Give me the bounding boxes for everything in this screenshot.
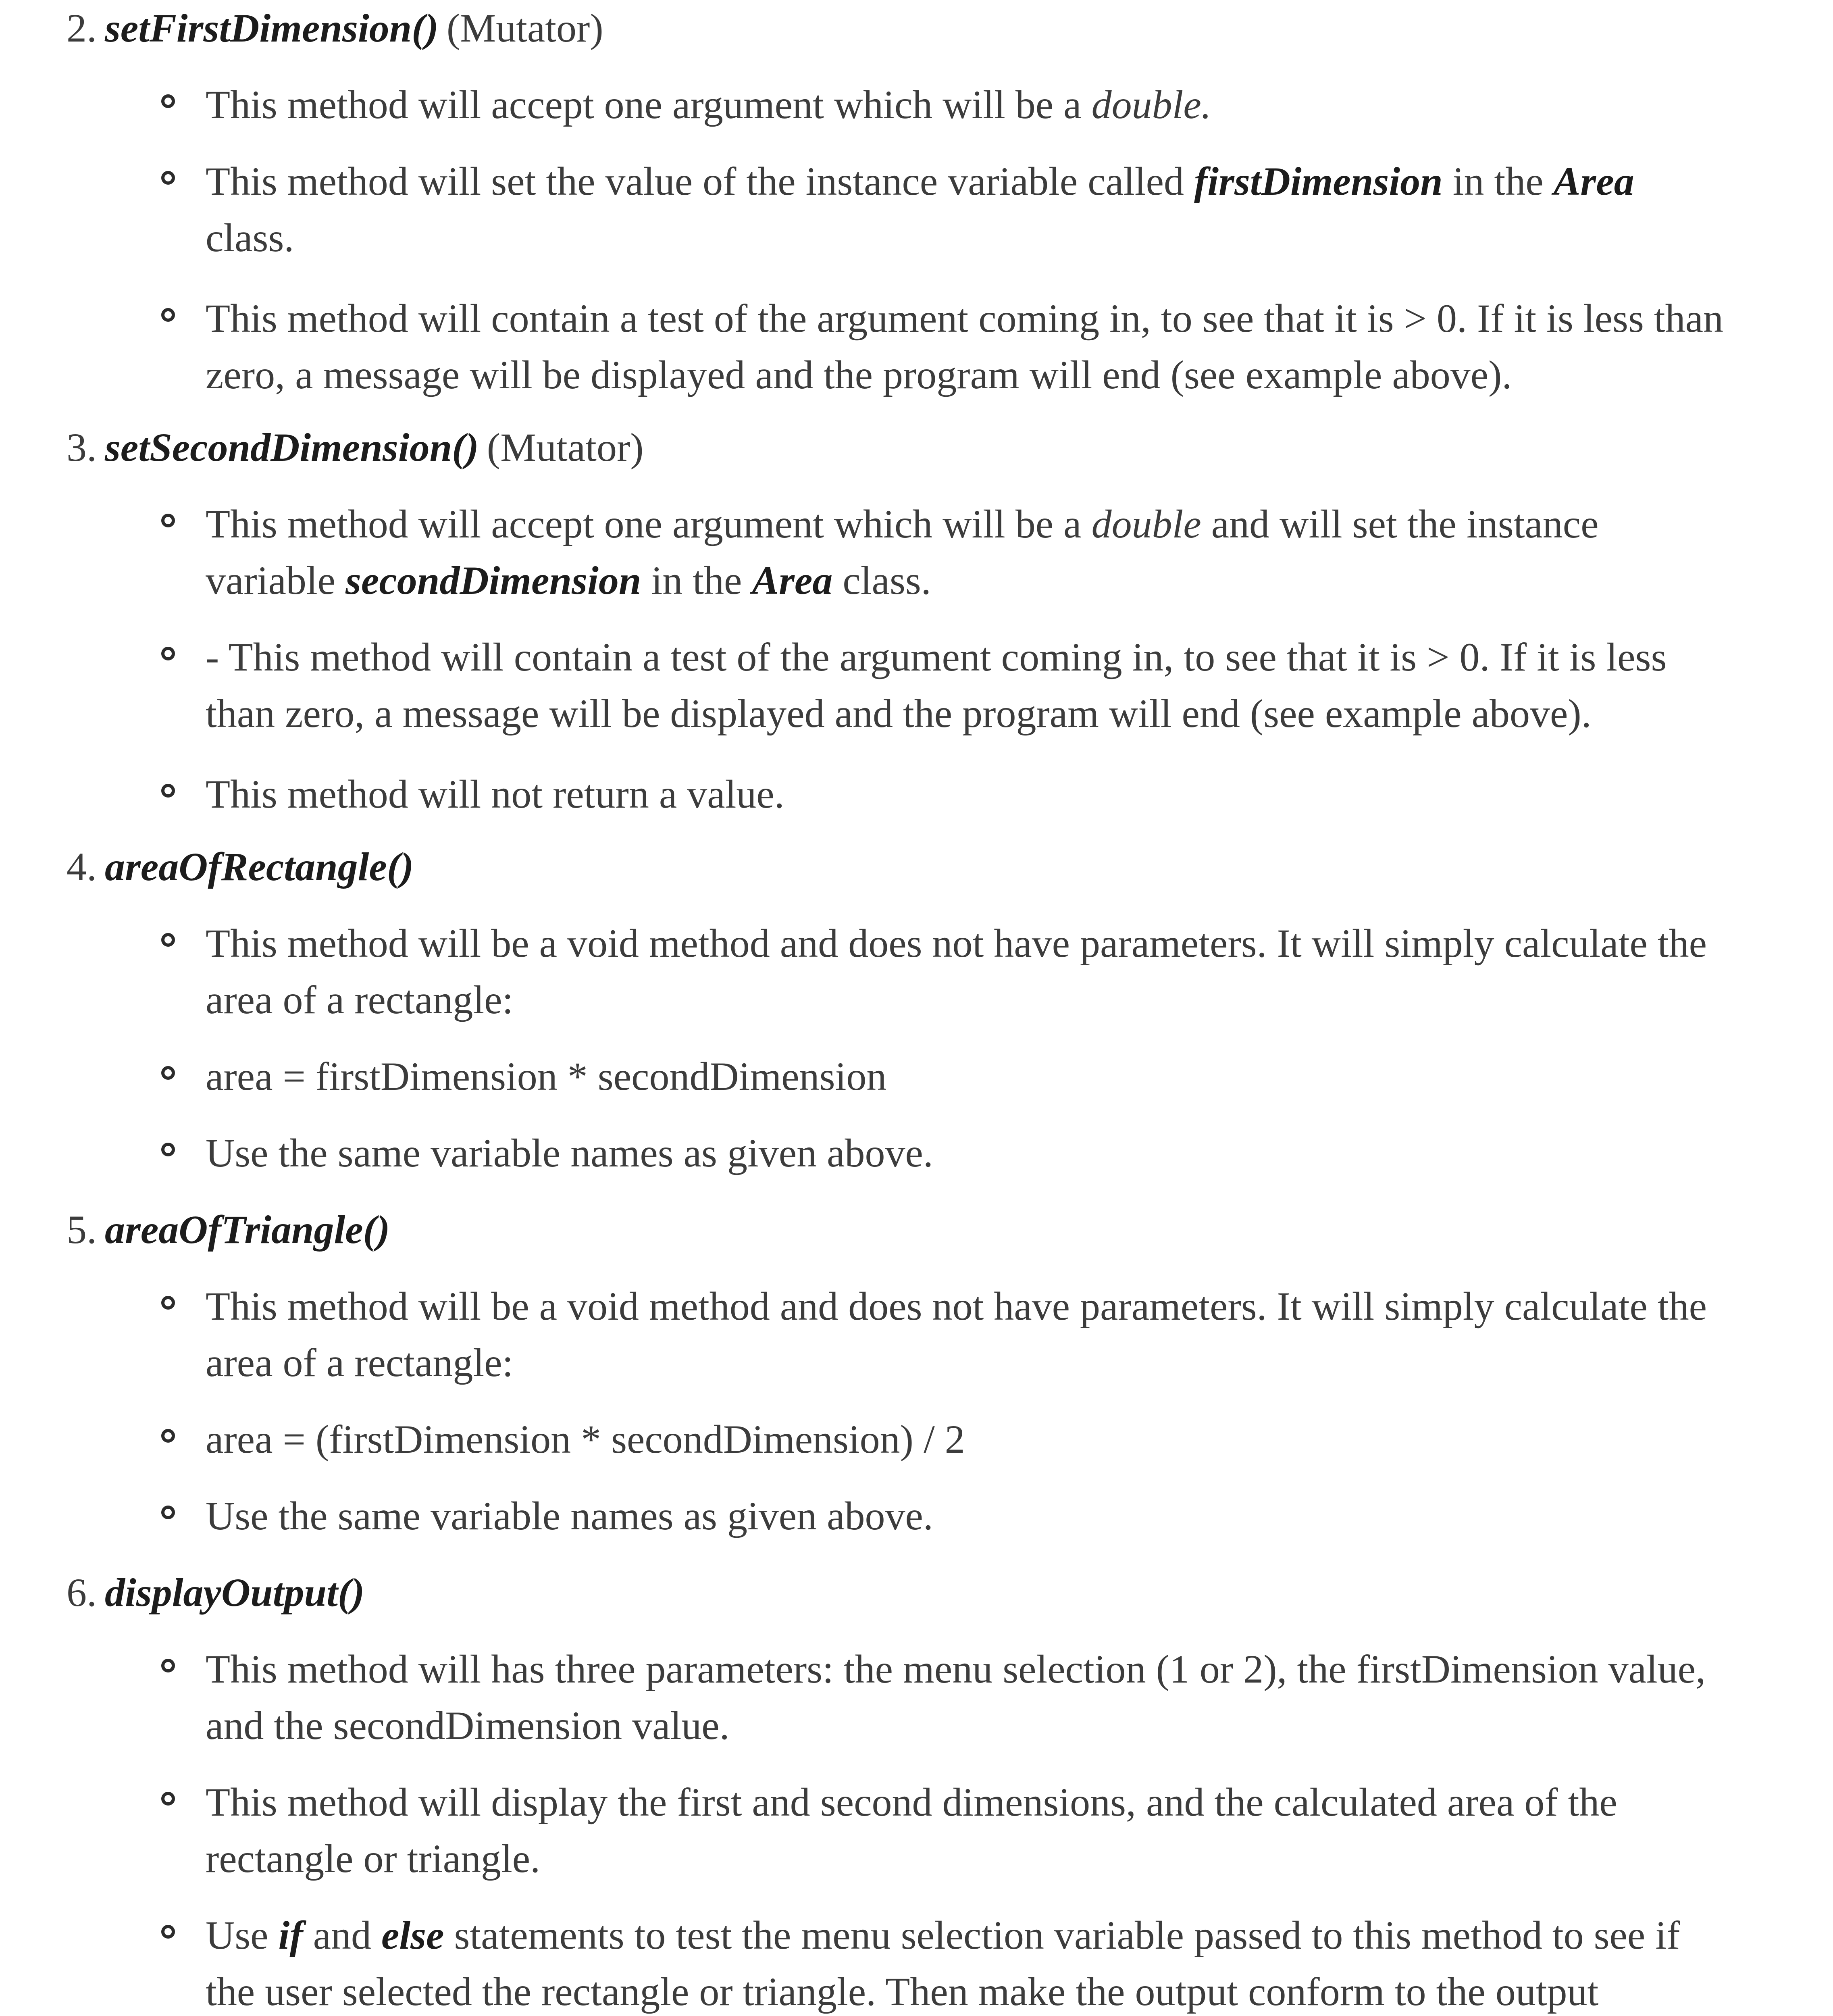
text-run: This method will accept one argument which will be a [206, 502, 1092, 546]
bullet-circle-icon [161, 1429, 175, 1443]
bullet-circle-icon [161, 1925, 175, 1939]
bullet-text [206, 153, 1729, 266]
text-run: - This method will contain a test of the argument coming in, to see that it is > 0. If it is less than zero, a message will be displayed and the program will end (see example above). [206, 635, 1667, 736]
bullet-circle-icon [161, 1792, 175, 1806]
method-6-bullet-3 [206, 1907, 1729, 2016]
text-run: This method will be a void method and does not have parameters. It will simply calculate the area of a rectangle: [206, 921, 1707, 1022]
bullet-text [206, 915, 1729, 1028]
bullet-text [206, 1048, 1729, 1105]
method-heading-4 [67, 839, 414, 895]
emphasis-term: secondDimension [345, 558, 641, 603]
method-5-bullet-3 [206, 1488, 1729, 1544]
bullet-circle-icon [161, 1296, 175, 1310]
bullet-text [206, 1907, 1729, 2016]
bullet-text [206, 1488, 1729, 1544]
text-run: class. [206, 215, 294, 260]
bullet-circle-icon [161, 1506, 175, 1519]
bullet-circle-icon [161, 784, 175, 798]
text-run: in the [1442, 159, 1554, 204]
emphasis-term: else [381, 1913, 444, 1958]
bullet-text [206, 496, 1729, 609]
bullet-circle-icon [161, 171, 175, 185]
bullet-circle-icon [161, 933, 175, 947]
bullet-text [206, 290, 1729, 403]
text-run: This method will not return a value. [206, 772, 784, 816]
bullet-text [206, 1774, 1729, 1887]
method-number: 2 . [60, 0, 97, 56]
text-run: area = (firstDimension * secondDimension) / 2 [206, 1417, 965, 1462]
text-run: area = firstDimension * secondDimension [206, 1054, 887, 1099]
bullet-circle-icon [161, 1143, 175, 1156]
method-heading-3 [67, 419, 644, 476]
bullet-text [206, 1641, 1729, 1754]
text-run: Use the same variable names as given above. [206, 1131, 933, 1175]
text-run: This method will be a void method and does not have parameters. It will simply calculate the area of a rectangle: [206, 1284, 1707, 1385]
method-number: 5 . [60, 1202, 97, 1258]
method-3-bullet-1 [206, 496, 1729, 609]
emphasis-term: firstDimension [1194, 159, 1443, 204]
text-run: Use [206, 1913, 279, 1958]
method-number: 4 . [60, 839, 97, 895]
method-number: 3 . [60, 419, 97, 476]
method-6-bullet-1 [206, 1641, 1729, 1754]
bullet-circle-icon [161, 1066, 175, 1080]
method-kind: (Mutator) [487, 425, 644, 470]
text-run: This method will set the value of the instance variable called [206, 159, 1194, 204]
method-2-bullet-3 [206, 290, 1729, 403]
method-5-bullet-2 [206, 1411, 1729, 1468]
text-run: and [303, 1913, 382, 1958]
text-run: This method will display the first and second dimensions, and the calculated area of the rectangle or triangle. [206, 1780, 1617, 1881]
method-heading-2 [67, 0, 603, 56]
method-heading-5 [67, 1202, 390, 1258]
method-name: setSecondDimension() [105, 425, 479, 470]
emphasis-term: double [1091, 502, 1201, 546]
emphasis-term: Area [752, 558, 833, 603]
method-4-bullet-2 [206, 1048, 1729, 1105]
method-name: areaOfTriangle() [105, 1207, 390, 1252]
method-3-bullet-2 [206, 629, 1729, 742]
bullet-text [206, 77, 1729, 133]
emphasis-term: if [278, 1913, 303, 1958]
method-3-bullet-3 [206, 766, 1729, 823]
text-run: This method will has three parameters: the menu selection (1 or 2), the firstDimension value, and the secondDimension value. [206, 1647, 1706, 1748]
text-run: Use the same variable names as given above. [206, 1493, 933, 1538]
bullet-text [206, 1278, 1729, 1391]
method-kind: (Mutator) [446, 6, 603, 50]
text-run: class. [832, 558, 931, 603]
bullet-circle-icon [161, 308, 175, 322]
method-4-bullet-3 [206, 1125, 1729, 1181]
bullet-text [206, 1411, 1729, 1468]
method-6-bullet-2 [206, 1774, 1729, 1887]
method-number: 6 . [60, 1564, 97, 1621]
text-run: and will set the instance variable [206, 502, 1599, 603]
method-name: setFirstDimension() [105, 6, 439, 50]
text-run: This method will contain a test of the argument coming in, to see that it is > 0. If it is less than zero, a message will be displayed and the program will end (see example above). [206, 296, 1724, 397]
bullet-circle-icon [161, 647, 175, 660]
text-run: in the [641, 558, 752, 603]
bullet-circle-icon [161, 1659, 175, 1672]
method-heading-6 [67, 1564, 365, 1621]
method-5-bullet-1 [206, 1278, 1729, 1391]
emphasis-term: Area [1553, 159, 1634, 204]
method-name: displayOutput() [105, 1570, 365, 1615]
method-name: areaOfRectangle() [105, 844, 414, 889]
text-run: statements to test the menu selection variable passed to this method to see if the user selected the rectangle or triangle. Then make the output conform to the output [206, 1913, 1680, 2014]
bullet-text [206, 766, 1729, 823]
method-4-bullet-1 [206, 915, 1729, 1028]
method-2-bullet-2 [206, 153, 1729, 266]
bullet-circle-icon [161, 94, 175, 108]
method-2-bullet-1 [206, 77, 1729, 133]
emphasis-term: double. [1091, 82, 1211, 127]
text-run: This method will accept one argument which will be a [206, 82, 1092, 127]
bullet-text [206, 1125, 1729, 1181]
bullet-circle-icon [161, 514, 175, 527]
bullet-text [206, 629, 1729, 742]
